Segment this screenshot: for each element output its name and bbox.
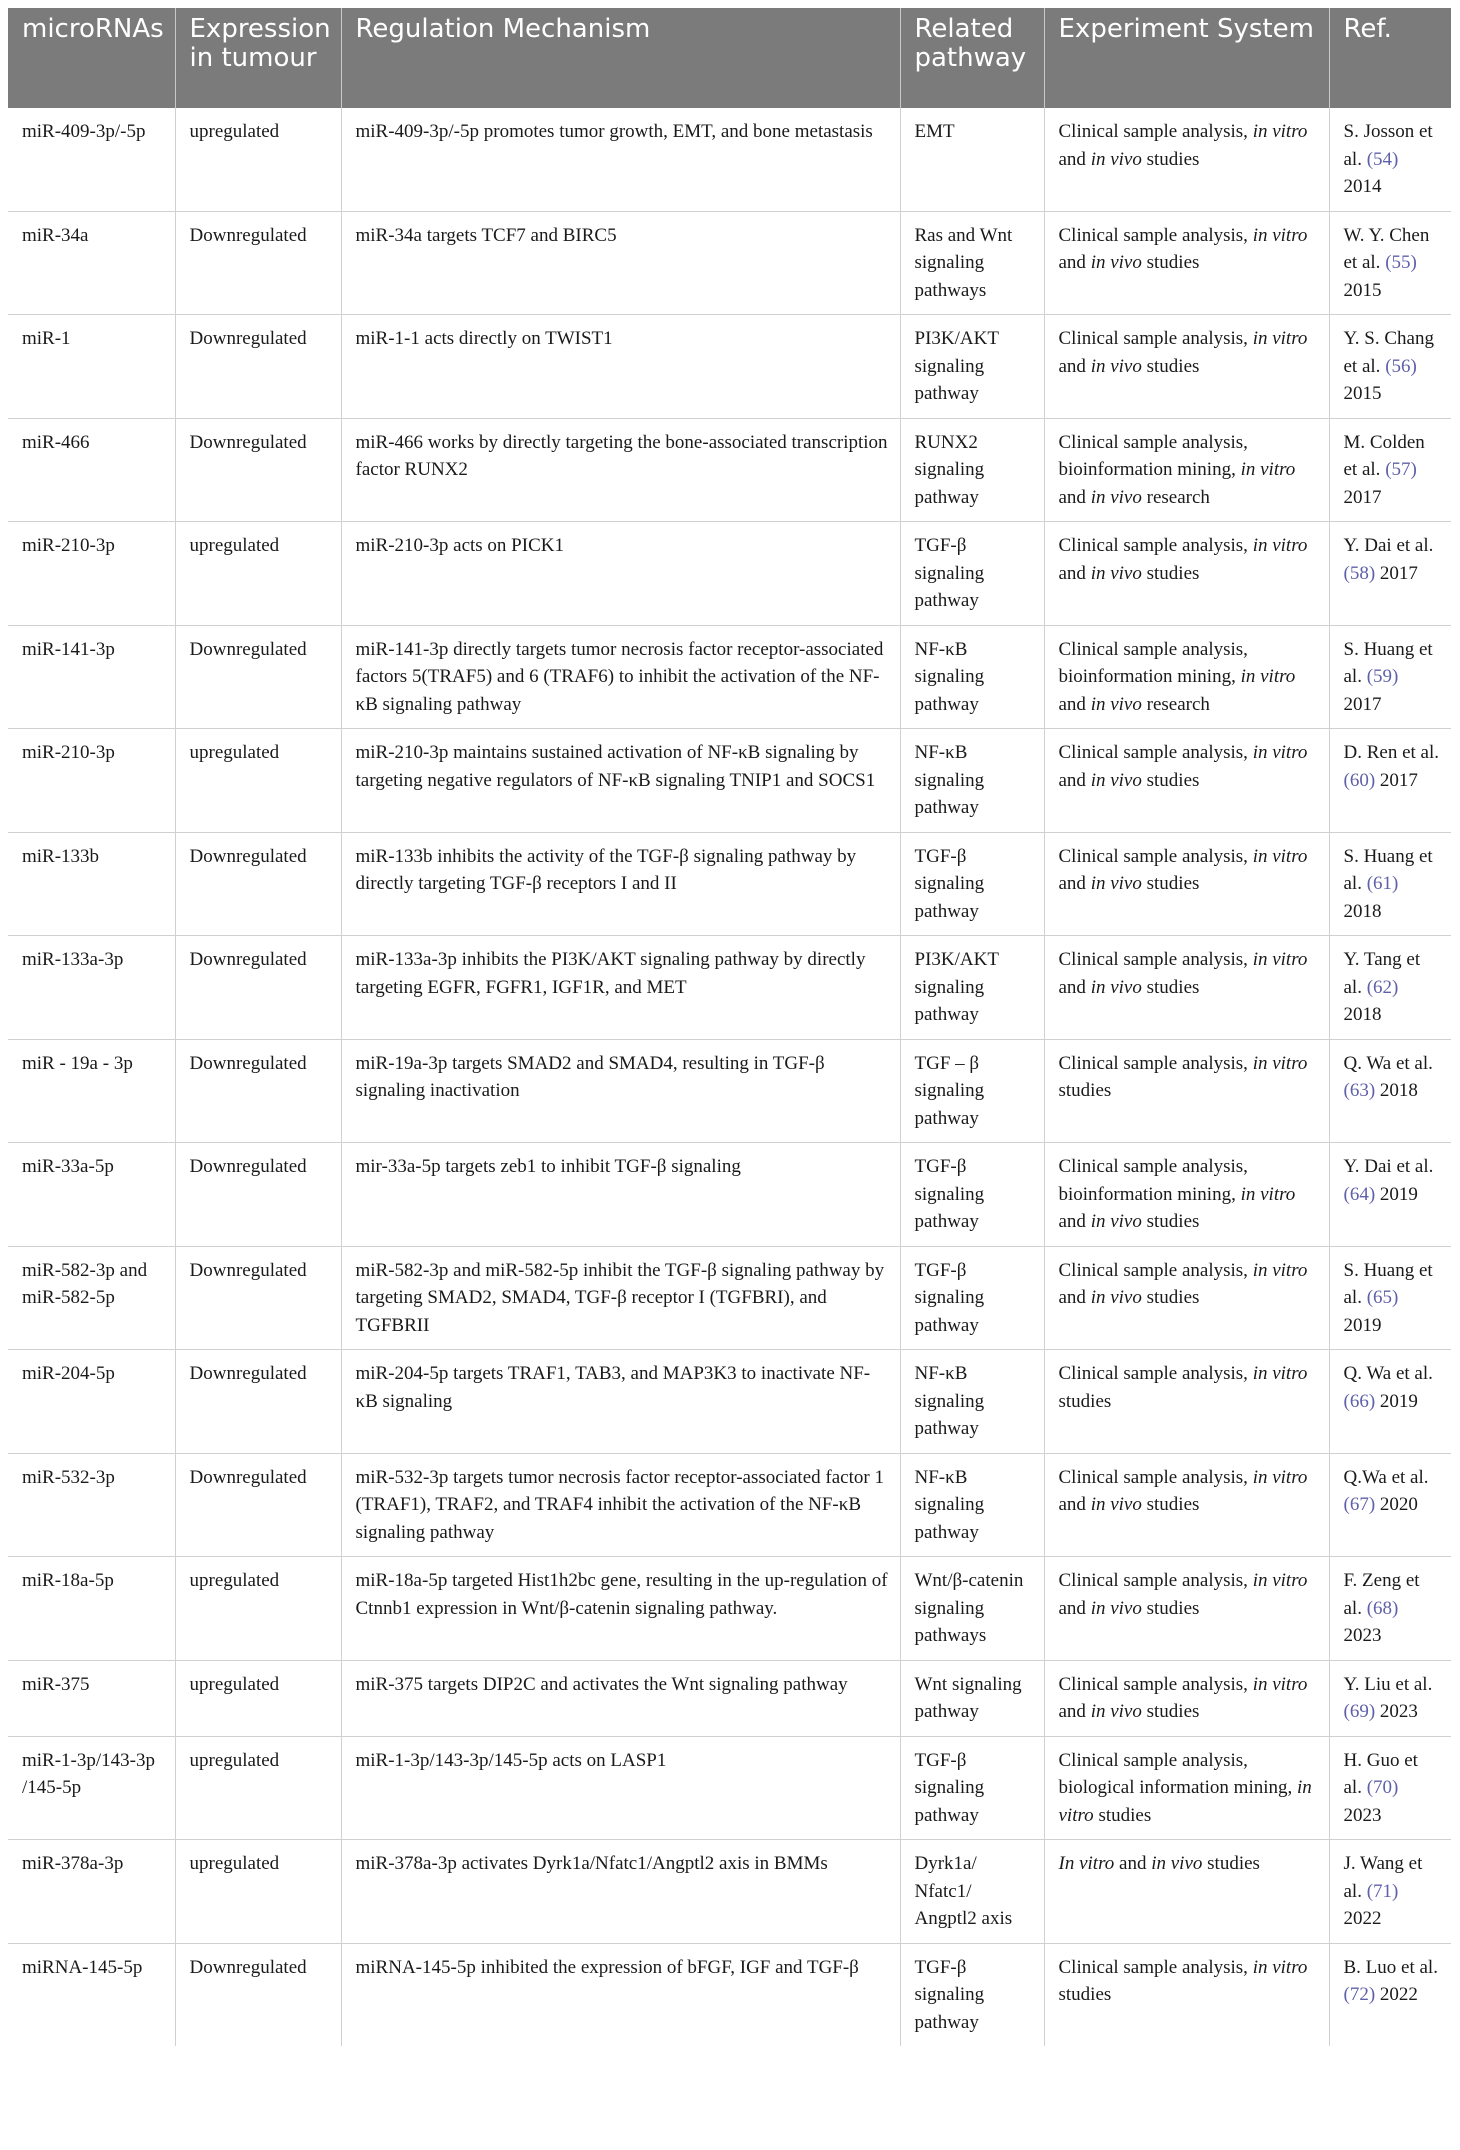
ref-author: Y. Tang et al. (1343, 949, 1421, 998)
system-segment: studies (1058, 1390, 1112, 1412)
cell-microrna: miR-375 (8, 1660, 175, 1736)
cell-ref (1329, 625, 1451, 729)
ref-link[interactable]: (65) (1366, 1287, 1399, 1308)
system-italic-segment: in vitro (1252, 121, 1308, 142)
ref-author: Q.Wa et al. (1343, 1466, 1429, 1488)
ref-year: 2017 (1343, 486, 1382, 508)
cell-mechanism: miR-210-3p maintains sustained activation of NF-κB signaling by targeting negative regulators of NF-κB signaling TNIP1 and SOCS1 (341, 729, 900, 833)
ref-link[interactable]: (64) (1343, 1183, 1376, 1205)
cell-microrna: miR-1 (8, 315, 175, 419)
cell-experiment-system (1044, 729, 1329, 833)
system-segment: Clinical sample analysis, (1058, 1570, 1253, 1591)
ref-link[interactable]: (56) (1385, 355, 1417, 377)
system-segment: Clinical sample analysis, (1058, 742, 1253, 763)
system-segment: and (1058, 976, 1091, 998)
ref-year: 2023 (1343, 1804, 1382, 1826)
table-row (8, 625, 1451, 729)
cell-ref (1329, 936, 1451, 1040)
ref-link[interactable]: (68) (1366, 1597, 1399, 1619)
cell-ref (1329, 832, 1451, 936)
ref-year: 2019 (1379, 1390, 1418, 1412)
cell-pathway: PI3K/AKT signaling pathway (900, 315, 1044, 419)
ref-year: 2018 (1379, 1080, 1418, 1101)
system-segment: and (1058, 1211, 1091, 1232)
system-italic-segment: in vivo (1090, 1597, 1142, 1619)
system-segment: studies (1141, 976, 1200, 998)
ref-author: Y. S. Chang et al. (1343, 328, 1434, 377)
system-segment: studies (1141, 1701, 1200, 1722)
mirna-table (8, 8, 1451, 2046)
system-segment: and (1058, 562, 1091, 584)
cell-expression: upregulated (175, 522, 341, 626)
ref-author: Q. Wa et al. (1343, 1052, 1433, 1074)
table-row (8, 1453, 1451, 1557)
system-italic-segment: in vitro (1240, 459, 1296, 480)
system-italic-segment: in vitro (1252, 1466, 1308, 1488)
cell-microrna: miRNA-145-5p (22, 1956, 143, 1978)
header-pathway: Related pathway (900, 8, 1044, 108)
cell-mechanism: miR-1-1 acts directly on TWIST1 (341, 315, 900, 419)
cell-expression: upregulated (175, 1660, 341, 1736)
ref-author: M. Colden et al. (1343, 431, 1425, 480)
cell-microrna: miR - 19a - 3p (8, 1039, 175, 1143)
ref-author: S. Huang et al. (1343, 638, 1433, 687)
table-row (8, 315, 1451, 419)
cell-experiment-system (1044, 1350, 1329, 1454)
cell-experiment-system (1044, 832, 1329, 936)
cell-microrna: miR-18a-5p (8, 1557, 175, 1661)
ref-author: J. Wang et al. (1343, 1853, 1423, 1902)
cell-microrna: miR-204-5p (8, 1350, 175, 1454)
cell-experiment-system (1044, 1039, 1329, 1143)
system-italic-segment: in vitro (1252, 535, 1308, 556)
system-segment: studies (1141, 1494, 1200, 1515)
cell-experiment-system (1044, 1943, 1329, 2046)
header-expression: Expression in tumour (175, 8, 341, 108)
ref-link[interactable]: (55) (1385, 252, 1417, 273)
cell-pathway: Wnt signaling pathway (900, 1660, 1044, 1736)
system-italic-segment: in vivo (1090, 1287, 1142, 1308)
cell-microrna: miR-532-3p (8, 1453, 175, 1557)
system-segment: and (1058, 355, 1091, 377)
cell-expression: Downregulated (175, 625, 341, 729)
cell-experiment-system (1044, 315, 1329, 419)
cell-mechanism: miR-133b inhibits the activity of the TGF-β signaling pathway by directly targeting TGF-β receptors I and II (341, 832, 900, 936)
cell-expression: upregulated (175, 108, 341, 211)
cell-ref (1329, 1143, 1451, 1247)
cell-pathway: NF-κB signaling pathway (900, 729, 1044, 833)
ref-author: W. Y. Chen et al. (1343, 224, 1430, 273)
system-segment: and (1114, 1853, 1152, 1874)
cell-ref (1329, 1039, 1451, 1143)
system-segment: studies (1141, 252, 1200, 273)
cell-microrna: miR-33a-5p (8, 1143, 175, 1247)
ref-author: D. Ren et al. (1343, 742, 1440, 763)
ref-author: Y. Liu et al. (1343, 1673, 1433, 1695)
system-segment: studies (1141, 1211, 1200, 1232)
cell-expression: Downregulated (175, 1943, 341, 2046)
cell-microrna: miR-133b (8, 832, 175, 936)
system-italic-segment: in vitro (1058, 1777, 1312, 1826)
cell-expression: Downregulated (175, 1453, 341, 1557)
ref-author: S. Huang et al. (1343, 1259, 1433, 1308)
cell-mechanism: miR-204-5p targets TRAF1, TAB3, and MAP3K3 to inactivate NF-κB signaling (341, 1350, 900, 1454)
cell-experiment-system (1044, 936, 1329, 1040)
system-segment: studies (1058, 1984, 1112, 2005)
cell-pathway: TGF-β signaling pathway (900, 522, 1044, 626)
ref-year: 2023 (1343, 1625, 1382, 1646)
system-italic-segment: in vitro (1252, 1363, 1308, 1384)
cell-expression: Downregulated (175, 832, 341, 936)
cell-ref (1329, 315, 1451, 419)
cell-microrna: miR-466 (8, 418, 175, 522)
system-segment: Clinical sample analysis, (1058, 1259, 1253, 1281)
system-italic-segment: in vivo (1090, 693, 1142, 715)
system-italic-segment: in vivo (1090, 148, 1142, 170)
table-row (8, 522, 1451, 626)
cell-mechanism: miR-582-3p and miR-582-5p inhibit the TGF-β signaling pathway by targeting SMAD2, SMAD4, TGF-β receptor I (TGFBRI), and TGFBRII (341, 1246, 900, 1350)
system-italic-segment: in vivo (1090, 562, 1142, 584)
system-italic-segment: in vivo (1090, 486, 1142, 508)
table-row (8, 936, 1451, 1040)
table-row (8, 1840, 1451, 1944)
ref-link[interactable]: (67) (1343, 1494, 1376, 1515)
cell-expression: Downregulated (175, 1039, 341, 1143)
cell-experiment-system (1044, 625, 1329, 729)
ref-author: Y. Dai et al. (1343, 535, 1434, 556)
system-segment: studies (1141, 562, 1200, 584)
ref-link[interactable]: (54) (1366, 148, 1399, 170)
system-segment: Clinical sample analysis, bioinformation mining, (1058, 1156, 1248, 1205)
cell-ref (1329, 108, 1451, 211)
cell-pathway: TGF-β signaling pathway (900, 1943, 1044, 2046)
cell-ref (1329, 1943, 1451, 2046)
cell-ref (1329, 211, 1451, 315)
ref-year: 2022 (1379, 1984, 1418, 2005)
system-segment: Clinical sample analysis, (1058, 1673, 1253, 1695)
cell-pathway: Ras and Wnt signaling pathways (900, 211, 1044, 315)
system-italic-segment: in vitro (1252, 1956, 1308, 1978)
cell-microrna: miR-210-3p (8, 729, 175, 833)
system-segment: and (1058, 1701, 1091, 1722)
system-segment: and (1058, 873, 1091, 894)
cell-mechanism: miR-18a-5p targeted Hist1h2bc gene, resulting in the up-regulation of Ctnnb1 expression in Wnt/β-catenin signaling pathway. (341, 1557, 900, 1661)
cell-ref (1329, 1557, 1451, 1661)
ref-year: 2014 (1343, 176, 1382, 197)
system-segment: Clinical sample analysis, (1058, 535, 1253, 556)
ref-link[interactable]: (66) (1343, 1390, 1376, 1412)
cell-mechanism: mir-33a-5p targets zeb1 to inhibit TGF-β signaling (341, 1143, 900, 1247)
ref-link[interactable]: (72) (1343, 1984, 1376, 2005)
table-row (8, 108, 1451, 211)
cell-ref (1329, 1350, 1451, 1454)
cell-mechanism: miRNA-145-5p inhibited the expression of bFGF, IGF and TGF-β (341, 1943, 900, 2046)
header-ref: Ref. (1329, 8, 1451, 108)
cell-experiment-system (1044, 1453, 1329, 1557)
cell-pathway: TGF-β signaling pathway (900, 1246, 1044, 1350)
ref-link[interactable]: (70) (1366, 1777, 1399, 1798)
table-row (8, 1039, 1451, 1143)
system-segment: Clinical sample analysis, bioinformation mining, (1058, 431, 1248, 480)
ref-link[interactable]: (71) (1366, 1880, 1399, 1902)
cell-experiment-system (1044, 211, 1329, 315)
system-segment: studies (1141, 1597, 1200, 1619)
system-italic-segment: in vivo (1151, 1853, 1203, 1874)
ref-year: 2023 (1379, 1701, 1418, 1722)
cell-pathway: TGF-β signaling pathway (900, 1736, 1044, 1840)
cell-expression: Downregulated (175, 418, 341, 522)
ref-year: 2019 (1379, 1183, 1418, 1205)
cell-pathway: Dyrk1a/ Nfatc1/ Angptl2 axis (900, 1840, 1044, 1944)
cell-pathway: RUNX2 signaling pathway (900, 418, 1044, 522)
cell-experiment-system (1044, 1840, 1329, 1944)
ref-author: F. Zeng et al. (1343, 1570, 1420, 1619)
ref-year: 2015 (1343, 383, 1382, 404)
system-segment: and (1058, 1287, 1091, 1308)
cell-experiment-system (1044, 1246, 1329, 1350)
cell-expression: Downregulated (175, 1143, 341, 1247)
cell-mechanism: miR-133a-3p inhibits the PI3K/AKT signaling pathway by directly targeting EGFR, FGFR1, IGF1R, and MET (341, 936, 900, 1040)
system-segment: studies (1093, 1804, 1152, 1826)
system-italic-segment: in vivo (1090, 873, 1142, 894)
ref-year: 2017 (1343, 693, 1382, 715)
cell-expression: Downregulated (175, 936, 341, 1040)
system-italic-segment: in vitro (1252, 845, 1308, 867)
cell-expression: upregulated (175, 729, 341, 833)
system-italic-segment: in vitro (1252, 949, 1308, 970)
cell-experiment-system (1044, 418, 1329, 522)
system-segment: Clinical sample analysis, (1058, 845, 1253, 867)
ref-link[interactable]: (58) (1343, 562, 1376, 584)
ref-author: Q. Wa et al. (1343, 1363, 1433, 1384)
system-italic-segment: in vitro (1240, 666, 1296, 687)
system-italic-segment: in vitro (1252, 1052, 1308, 1074)
system-italic-segment: in vitro (1240, 1183, 1296, 1205)
system-segment: and (1058, 1494, 1091, 1515)
cell-mechanism: miR-141-3p directly targets tumor necrosis factor receptor-associated factors 5(TRAF5) and 6 (TRAF6) to inhibit the activation of the NF-κB signaling pathway (341, 625, 900, 729)
table-row (8, 729, 1451, 833)
cell-mechanism: miR-409-3p/-5p promotes tumor growth, EMT, and bone metastasis (341, 108, 900, 211)
system-italic-segment: in vitro (1252, 328, 1308, 349)
cell-pathway: EMT (900, 108, 1044, 211)
ref-link[interactable]: (63) (1343, 1080, 1376, 1101)
cell-expression: Downregulated (175, 211, 341, 315)
cell-microrna: miR-141-3p (8, 625, 175, 729)
system-segment: and (1058, 769, 1091, 791)
table-row (8, 1557, 1451, 1661)
table-row (8, 1246, 1451, 1350)
cell-ref (1329, 522, 1451, 626)
cell-mechanism: miR-378a-3p activates Dyrk1a/Nfatc1/Angptl2 axis in BMMs (341, 1840, 900, 1944)
system-segment: studies (1141, 148, 1200, 170)
system-segment: and (1058, 486, 1091, 508)
cell-mechanism: miR-1-3p/143-3p/145-5p acts on LASP1 (341, 1736, 900, 1840)
system-segment: and (1058, 252, 1091, 273)
ref-author: H. Guo et al. (1343, 1749, 1418, 1798)
cell-pathway: PI3K/AKT signaling pathway (900, 936, 1044, 1040)
cell-experiment-system (1044, 1736, 1329, 1840)
ref-author: S. Huang et al. (1343, 845, 1433, 894)
system-segment: Clinical sample analysis, (1058, 328, 1253, 349)
cell-pathway: NF-κB signaling pathway (900, 1350, 1044, 1454)
cell-mechanism: miR-210-3p acts on PICK1 (341, 522, 900, 626)
cell-pathway: TGF-β signaling pathway (900, 1143, 1044, 1247)
system-segment: Clinical sample analysis, (1058, 1956, 1253, 1978)
system-italic-segment: in vitro (1252, 742, 1308, 763)
ref-link[interactable]: (59) (1366, 666, 1399, 687)
system-segment: studies (1141, 769, 1200, 791)
ref-link[interactable]: (57) (1385, 459, 1417, 480)
system-italic-segment: in vivo (1090, 769, 1142, 791)
ref-year: 2019 (1343, 1314, 1382, 1336)
table-row (8, 832, 1451, 936)
cell-experiment-system (1044, 1557, 1329, 1661)
system-segment: studies (1202, 1853, 1260, 1874)
system-segment: studies (1141, 1287, 1200, 1308)
system-segment: Clinical sample analysis, bioinformation mining, (1058, 638, 1248, 687)
ref-year: 2018 (1343, 900, 1382, 922)
system-segment: Clinical sample analysis, (1058, 121, 1253, 142)
system-italic-segment: in vivo (1090, 355, 1142, 377)
cell-ref (1329, 1736, 1451, 1840)
header-mechanism: Regulation Mechanism (341, 8, 900, 108)
header-experiment-system: Experiment System (1044, 8, 1329, 108)
system-segment: and (1058, 148, 1091, 170)
cell-expression: upregulated (175, 1840, 341, 1944)
ref-link[interactable]: (69) (1343, 1701, 1376, 1722)
header-microrna: microRNAs (8, 8, 175, 108)
cell-pathway: NF-κB signaling pathway (900, 625, 1044, 729)
system-segment: studies (1141, 355, 1200, 377)
cell-ref (1329, 729, 1451, 833)
ref-author: S. Josson et al. (1343, 121, 1433, 170)
system-segment: Clinical sample analysis, (1058, 1363, 1253, 1384)
cell-pathway: Wnt/β-catenin signaling pathways (900, 1557, 1044, 1661)
cell-ref (1329, 1453, 1451, 1557)
cell-ref (1329, 1246, 1451, 1350)
system-italic-segment: in vitro (1252, 1673, 1308, 1695)
system-segment: research (1141, 693, 1210, 715)
cell-mechanism: miR-532-3p targets tumor necrosis factor receptor-associated factor 1 (TRAF1), TRAF2, and TRAF4 inhibit the activation of the NF-κB signaling pathway (341, 1453, 900, 1557)
system-segment: Clinical sample analysis, (1058, 1466, 1253, 1488)
cell-expression: Downregulated (175, 315, 341, 419)
table-row (8, 1943, 1451, 2046)
ref-author: Y. Dai et al. (1343, 1156, 1434, 1177)
table-row (8, 1143, 1451, 1247)
cell-ref (1329, 1660, 1451, 1736)
cell-ref (1329, 418, 1451, 522)
ref-link[interactable]: (61) (1366, 873, 1399, 894)
system-segment: studies (1058, 1080, 1112, 1101)
table-header-row (8, 8, 1451, 108)
system-segment: Clinical sample analysis, biological information mining, (1058, 1749, 1298, 1798)
system-segment: studies (1141, 873, 1200, 894)
cell-ref (1329, 1840, 1451, 1944)
system-italic-segment: in vitro (1252, 1570, 1308, 1591)
cell-microrna: miR-1-3p/143-3p /145-5p (8, 1736, 175, 1840)
ref-author: B. Luo et al. (1343, 1956, 1438, 1978)
ref-year: 2017 (1379, 769, 1418, 791)
cell-mechanism: miR-466 works by directly targeting the bone-associated transcription factor RUNX2 (341, 418, 900, 522)
table-row (8, 418, 1451, 522)
ref-year: 2018 (1343, 1004, 1382, 1025)
ref-year: 2020 (1379, 1494, 1418, 1515)
cell-mechanism: miR-19a-3p targets SMAD2 and SMAD4, resulting in TGF-β signaling inactivation (341, 1039, 900, 1143)
table-body (8, 108, 1451, 2046)
system-italic-segment: in vitro (1252, 1259, 1308, 1281)
system-italic-segment: in vivo (1090, 252, 1142, 273)
table-row (8, 211, 1451, 315)
cell-experiment-system (1044, 108, 1329, 211)
system-segment: and (1058, 1597, 1091, 1619)
system-segment: Clinical sample analysis, (1058, 949, 1253, 970)
cell-expression: upregulated (175, 1557, 341, 1661)
table-row (8, 1660, 1451, 1736)
cell-mechanism: miR-34a targets TCF7 and BIRC5 (341, 211, 900, 315)
cell-microrna: miR-409-3p/-5p (8, 108, 175, 211)
ref-year: 2022 (1343, 1908, 1382, 1929)
system-italic-segment: in vitro (1252, 224, 1308, 246)
cell-expression: upregulated (175, 1736, 341, 1840)
system-segment: Clinical sample analysis, (1058, 1052, 1253, 1074)
cell-microrna: miR-378a-3p (8, 1840, 175, 1944)
ref-year: 2015 (1343, 279, 1382, 301)
system-segment: Clinical sample analysis, (1058, 224, 1253, 246)
system-segment: research (1141, 486, 1210, 508)
cell-pathway: TGF – β signaling pathway (900, 1039, 1044, 1143)
table-row (8, 1736, 1451, 1840)
cell-experiment-system (1044, 1143, 1329, 1247)
cell-microrna: miR-133a-3p (8, 936, 175, 1040)
ref-link[interactable]: (62) (1366, 976, 1399, 998)
cell-experiment-system (1044, 1660, 1329, 1736)
ref-link[interactable]: (60) (1343, 769, 1376, 791)
cell-pathway: TGF-β signaling pathway (900, 832, 1044, 936)
cell-expression: Downregulated (175, 1350, 341, 1454)
cell-microrna: miR-34a (8, 211, 175, 315)
system-italic-segment: in vivo (1090, 1701, 1142, 1722)
cell-expression: Downregulated (175, 1246, 341, 1350)
system-italic-segment: in vivo (1090, 976, 1142, 998)
system-segment: and (1058, 693, 1091, 715)
system-italic-segment: in vivo (1090, 1494, 1142, 1515)
system-italic-segment: In vitro (1058, 1853, 1115, 1874)
cell-mechanism: miR-375 targets DIP2C and activates the Wnt signaling pathway (341, 1660, 900, 1736)
system-italic-segment: in vivo (1090, 1211, 1142, 1232)
cell-microrna: miR-210-3p (8, 522, 175, 626)
table-row (8, 1350, 1451, 1454)
ref-year: 2017 (1379, 562, 1418, 584)
cell-pathway: NF-κB signaling pathway (900, 1453, 1044, 1557)
cell-microrna: miR-582-3p and miR-582-5p (8, 1246, 175, 1350)
cell-experiment-system (1044, 522, 1329, 626)
